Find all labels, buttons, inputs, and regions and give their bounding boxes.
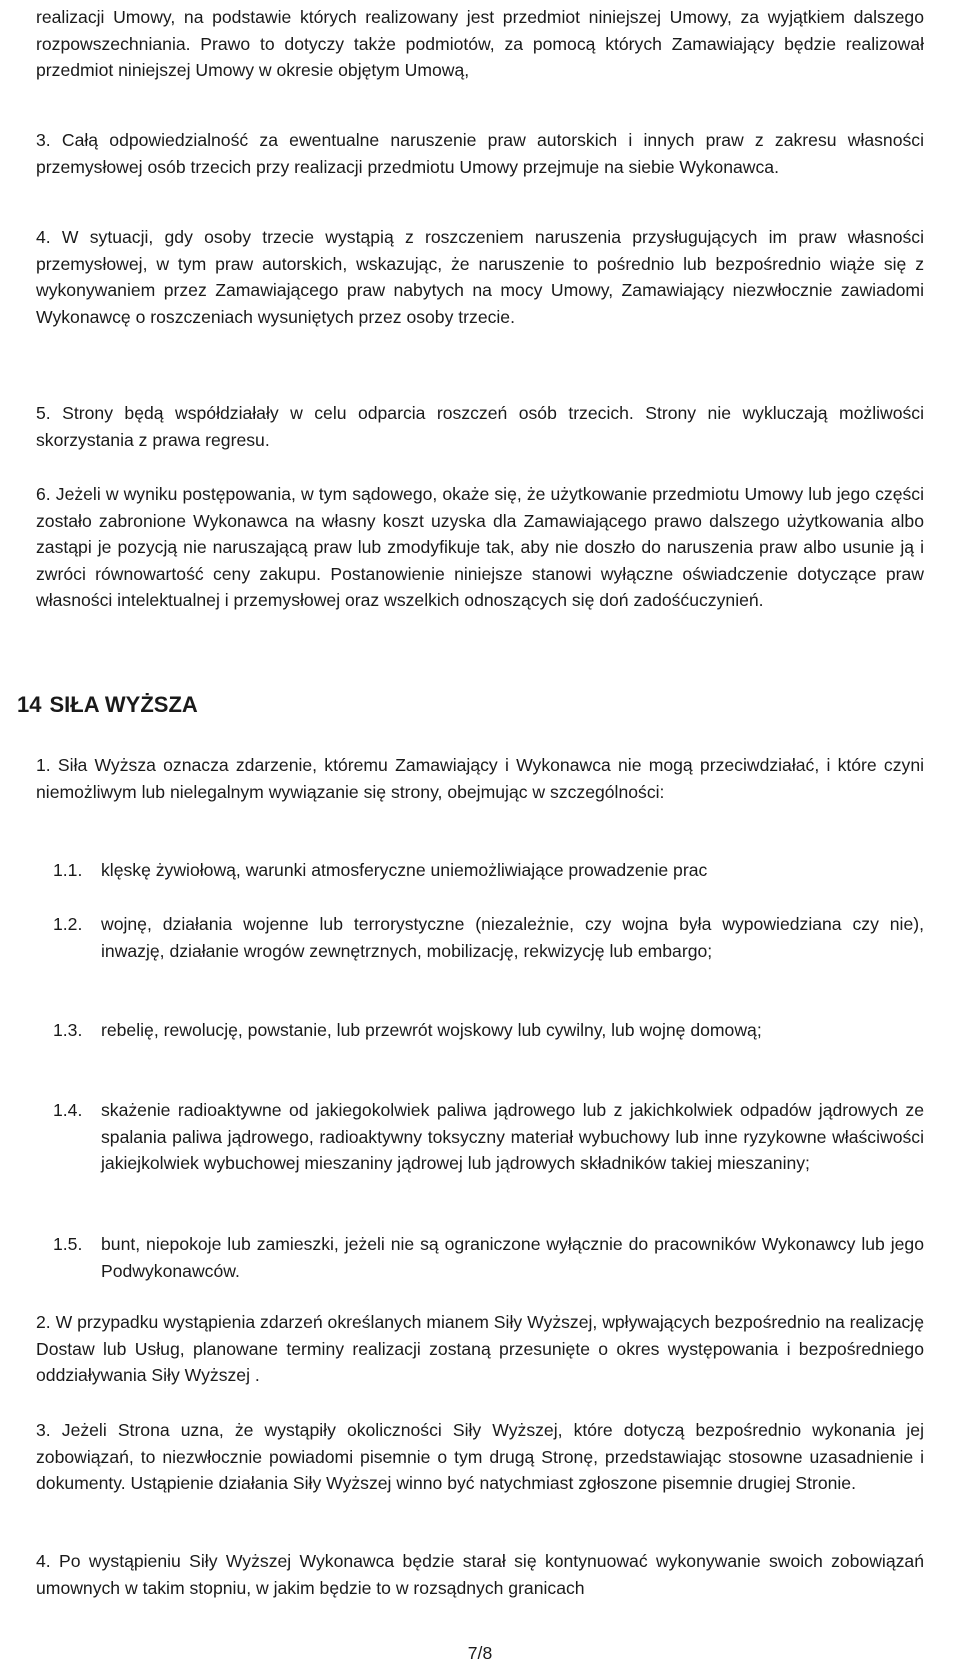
- subitem-text: rebelię, rewolucję, powstanie, lub przewrót wojskowy lub cywilny, lub wojnę domową;: [101, 1020, 762, 1040]
- item-text: Jeżeli Strona uzna, że wystąpiły okoliczności Siły Wyższej, które dotyczą bezpośrednio wykonania jej zobowiązań, to niezwłocznie powiadomi pisemnie o tym drugą Stronę, przedstawiając stosowne uzasadnienie i dokumenty. Ustąpienie działania Siły Wyższej winno być natychmiast zgłoszone pisemnie drugiej Stronie.: [36, 1420, 924, 1493]
- subitem-text: bunt, niepokoje lub zamieszki, jeżeli nie są ograniczone wyłącznie do pracowników Wykonawcy lub jego Podwykonawców.: [101, 1234, 924, 1281]
- section14-item-1: [36, 752, 924, 805]
- item-number: 4.: [36, 227, 51, 247]
- section-number: 14: [17, 692, 42, 717]
- section14-item-4: [36, 1548, 924, 1601]
- subitem-text: skażenie radioaktywne od jakiegokolwiek paliwa jądrowego lub z jakichkolwiek odpadów jądrowych ze spalania paliwa jądrowego, radioaktywny toksyczny materiał wybuchowy lub inne ryzykowne właściwości jakiejkolwiek wybuchowej mieszaniny jądrowej lub jądrowych składników takiej mieszaniny;: [101, 1100, 924, 1173]
- subitem-number: 1.2.: [53, 914, 83, 934]
- item-number: 2.: [36, 1312, 51, 1332]
- subitem-1-2: [53, 911, 924, 964]
- subitem-text: wojnę, działania wojenne lub terrorystyczne (niezależnie, czy wojna była wypowiedziana czy nie), inwazję, działanie wrogów zewnętrznych, mobilizację, rekwizycję lub embargo;: [101, 914, 924, 961]
- subitem-number: 1.4.: [53, 1100, 83, 1120]
- subitem-number: 1.5.: [53, 1234, 83, 1254]
- item-number: 3.: [36, 1420, 51, 1440]
- item-number: 5.: [36, 403, 51, 423]
- item-text: Strony będą współdziałały w celu odparcia roszczeń osób trzecich. Strony nie wykluczają możliwości skorzystania z prawa regresu.: [36, 403, 925, 450]
- item-number: 1.: [36, 755, 51, 775]
- item-text: Po wystąpieniu Siły Wyższej Wykonawca będzie starał się kontynuować wykonywanie swoich zobowiązań umownych w takim stopniu, w jakim będzie to w rozsądnych granicach: [36, 1551, 924, 1598]
- subitem-text: klęskę żywiołową, warunki atmosferyczne uniemożliwiające prowadzenie prac: [101, 860, 708, 880]
- page-number: 7/8: [467, 1643, 493, 1663]
- section13-item-4: [36, 224, 924, 330]
- subitem-1-3: [53, 1017, 924, 1044]
- section14-item-2: [36, 1309, 924, 1389]
- subitem-1-1: [53, 857, 924, 884]
- section-heading: [17, 690, 198, 720]
- section14-item-3: [36, 1417, 924, 1497]
- subitem-number: 1.3.: [53, 1020, 83, 1040]
- section13-item-3: [36, 127, 924, 180]
- item-number: 4.: [36, 1551, 51, 1571]
- subitem-1-4: [53, 1097, 924, 1177]
- item-text: Siła Wyższa oznacza zdarzenie, któremu Zamawiający i Wykonawca nie mogą przeciwdziałać, i które czyni niemożliwym lub nielegalnym wywiązanie się strony, obejmując w szczególności:: [36, 755, 925, 802]
- subitem-number: 1.1.: [53, 860, 83, 880]
- item-text: Całą odpowiedzialność za ewentualne naruszenie praw autorskich i innych praw z zakresu własności przemysłowej osób trzecich przy realizacji przedmiotu Umowy przejmuje na siebie Wykonawca.: [36, 130, 925, 177]
- item-text: Jeżeli w wyniku postępowania, w tym sądowego, okaże się, że użytkowanie przedmiotu Umowy lub jego części zostało zabronione Wykonawca na własny koszt uzyska dla Zamawiającego prawo dalszego użytkowania albo zastąpi je pozycją nie naruszającą praw lub zmodyfikuje tak, aby nie doszło do naruszenia praw albo usunie ją i zwróci równowartość ceny zakupu. Postanowienie niniejsze stanowi wyłączne oświadczenie dotyczące praw własności intelektualnej i przemysłowej oraz wszelkich odnoszących się doń zadośćuczynień.: [36, 484, 924, 610]
- item-text: W sytuacji, gdy osoby trzecie wystąpią z roszczeniem naruszenia przysługujących im praw własności przemysłowej, w tym praw autorskich, wskazując, że naruszenie to pośrednio lub bezpośrednio wiąże się z wykonywaniem przez Zamawiającego praw nabytych na mocy Umowy, Zamawiający niezwłocznie zawiadomi Wykonawcę o roszczeniach wysuniętych przez osoby trzecie.: [36, 227, 924, 327]
- item-number: 6.: [36, 484, 51, 504]
- item-number: 3.: [36, 130, 51, 150]
- subitem-1-5: [53, 1231, 924, 1284]
- section13-item-5: [36, 400, 924, 453]
- item-text: W przypadku wystąpienia zdarzeń określanych mianem Siły Wyższej, wpływających bezpośrednio na realizację Dostaw lub Usług, planowane terminy realizacji zostaną przesunięte o okres występowania i bezpośredniego oddziaływania Siły Wyższej .: [36, 1312, 925, 1385]
- section13-item-6: [36, 481, 924, 614]
- intro-continuation-paragraph: realizacji Umowy, na podstawie których realizowany jest przedmiot niniejszej Umowy, za wyjątkiem dalszego rozpowszechniania. Prawo to dotyczy także podmiotów, za pomocą których Zamawiający będzie realizował przedmiot niniejszej Umowy w okresie objętym Umową,: [36, 7, 924, 80]
- section-title: SIŁA WYŻSZA: [49, 692, 198, 717]
